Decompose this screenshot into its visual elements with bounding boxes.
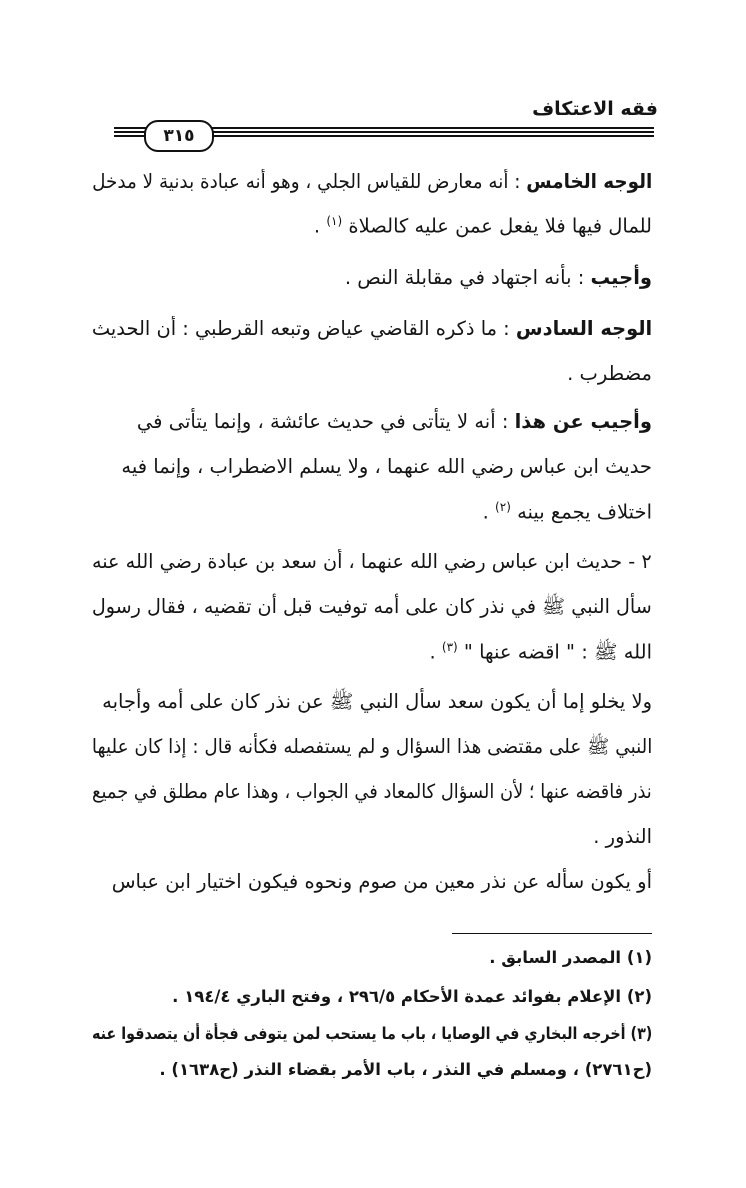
line-text: اختلاف يجمع بينه [517, 500, 652, 524]
line-text: : أنه معارض للقياس الجلي ، وهو أنه عبادة بدنية لا مدخل [91, 170, 521, 193]
header-rule [114, 120, 654, 154]
line-text: النبي ﷺ على مقتضى هذا السؤال و لم يستفصله فكأنه قال : إذا كان عليها [91, 735, 652, 758]
line-text: حديث ابن عباس رضي الله عنهما ، ولا يسلم الاضطراب ، وإنما فيه [121, 455, 652, 478]
text-line [314, 214, 652, 238]
line-text: : ما ذكره القاضي عياض وتبعه القرطبي : أن الحديث [91, 317, 510, 340]
text-line [112, 870, 652, 893]
footnote-ref: (٢) [495, 500, 511, 514]
line-text: : أنه لا يتأتى في حديث عائشة ، وإنما يتأتى في [136, 410, 509, 433]
line-text: سأل النبي ﷺ في نذر كان على أمه توفيت قبل أن تقضيه ، فقال رسول [92, 595, 652, 618]
line-end: . [482, 500, 489, 524]
text-line [92, 317, 652, 340]
footnote-ref: (١) [326, 214, 343, 228]
line-text: للمال فيها فلا يفعل عمن عليه كالصلاة [348, 214, 652, 238]
text-line [92, 170, 652, 193]
section-label: وأجيب [590, 266, 652, 289]
line-text: : بأنه اجتهاد في مقابلة النص . [344, 266, 585, 289]
text-line [91, 735, 652, 763]
text-line [92, 780, 652, 803]
line-text: ٢ - حديث ابن عباس رضي الله عنهما ، أن سعد بن عبادة رضي الله عنه [92, 550, 652, 573]
text-line [137, 410, 652, 433]
line-text: ولا يخلو إما أن يكون سعد سأل النبي ﷺ عن نذر كان على أمه وأجابه [102, 690, 652, 713]
running-title: فقه الاعتكاف [532, 98, 658, 120]
footnote-1: (١) المصدر السابق . [489, 948, 652, 967]
text-line [121, 455, 652, 478]
line-text: الله ﷺ : " اقضه عنها " [463, 640, 652, 664]
footnote-2: (٢) الإعلام بفوائد عمدة الأحكام ٢٩٦/٥ ، وفتح الباري ١٩٤/٤ . [172, 987, 652, 1006]
text-line [102, 690, 652, 718]
text-line [345, 266, 652, 289]
text-line [92, 595, 652, 623]
text-line [567, 362, 652, 385]
text-line [483, 500, 652, 524]
line-text: أو يكون سأله عن نذر معين من صوم ونحوه فيكون اختيار ابن عباس [111, 870, 652, 893]
page-number: ٣١٥ [144, 120, 214, 152]
section-label: وأجيب عن هذا [514, 410, 652, 433]
line-text: النذور . [593, 825, 652, 848]
text-line [593, 825, 652, 848]
line-end: . [313, 214, 321, 238]
footnote-3-line-2: (ح٢٧٦١) ، ومسلم في النذر ، باب الأمر بقضاء النذر (ح١٦٣٨) . [159, 1060, 652, 1079]
line-text: نذر فاقضه عنها ؛ لأن السؤال كالمعاد في الجواب ، وهذا عام مطلق في جميع [92, 780, 652, 803]
line-end: . [429, 640, 436, 664]
section-label: الوجه السادس [515, 317, 652, 340]
line-text: مضطرب . [567, 362, 652, 385]
text-line [92, 550, 652, 573]
footnote-3-line-1: (٣) أخرجه البخاري في الوصايا ، باب ما يستحب لمن يتوفى فجأة أن يتصدقوا عنه [91, 1024, 652, 1043]
text-line [429, 640, 652, 669]
footnote-separator [452, 933, 652, 934]
footnote-ref: (٣) [441, 640, 458, 654]
section-label: الوجه الخامس [525, 170, 652, 193]
